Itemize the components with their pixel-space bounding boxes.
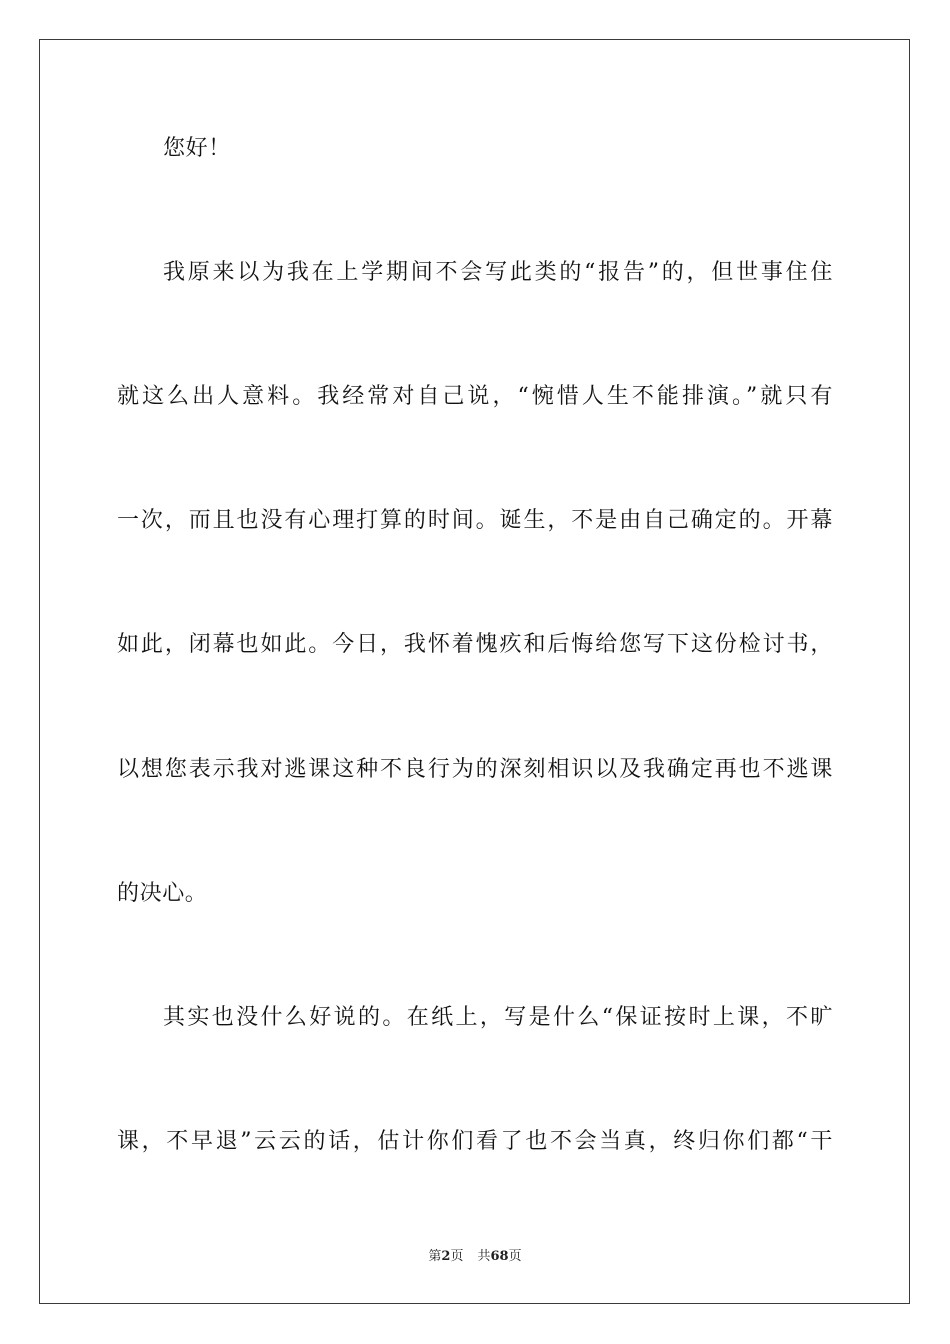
body-line-7: 其实也没什么好说的。在纸上，写是什么“保证按时上课，不旷: [163, 1005, 833, 1030]
page-footer: [0, 1248, 950, 1266]
greeting-line: 您好！: [163, 136, 231, 161]
footer-prefix: 第: [428, 1249, 442, 1264]
body-line-4: 如此，闭幕也如此。今日，我怀着愧疚和后悔给您写下这份检讨书，: [117, 632, 833, 657]
footer-total-prefix: 共: [477, 1249, 491, 1264]
body-line-8: 课，不早退”云云的话，估计你们看了也不会当真，终归你们都“干: [117, 1129, 833, 1154]
current-page-number: 2: [441, 1249, 451, 1264]
body-line-2: 就这么出人意料。我经常对自己说，“惋惜人生不能排演。”就只有: [117, 384, 833, 409]
footer-page-suffix: 页: [450, 1249, 464, 1264]
body-line-1: 我原来以为我在上学期间不会写此类的“报告”的，但世事住住: [163, 260, 833, 285]
body-line-6: 的决心。: [117, 881, 208, 906]
body-line-3: 一次，而且也没有心理打算的时间。诞生，不是由自己确定的。开幕: [117, 508, 833, 533]
total-page-count: 68: [490, 1249, 509, 1264]
body-line-5: 以想您表示我对逃课这种不良行为的深刻相识以及我确定再也不逃课: [117, 757, 833, 782]
footer-total-suffix: 页: [508, 1249, 522, 1264]
page-border: [39, 39, 910, 1304]
